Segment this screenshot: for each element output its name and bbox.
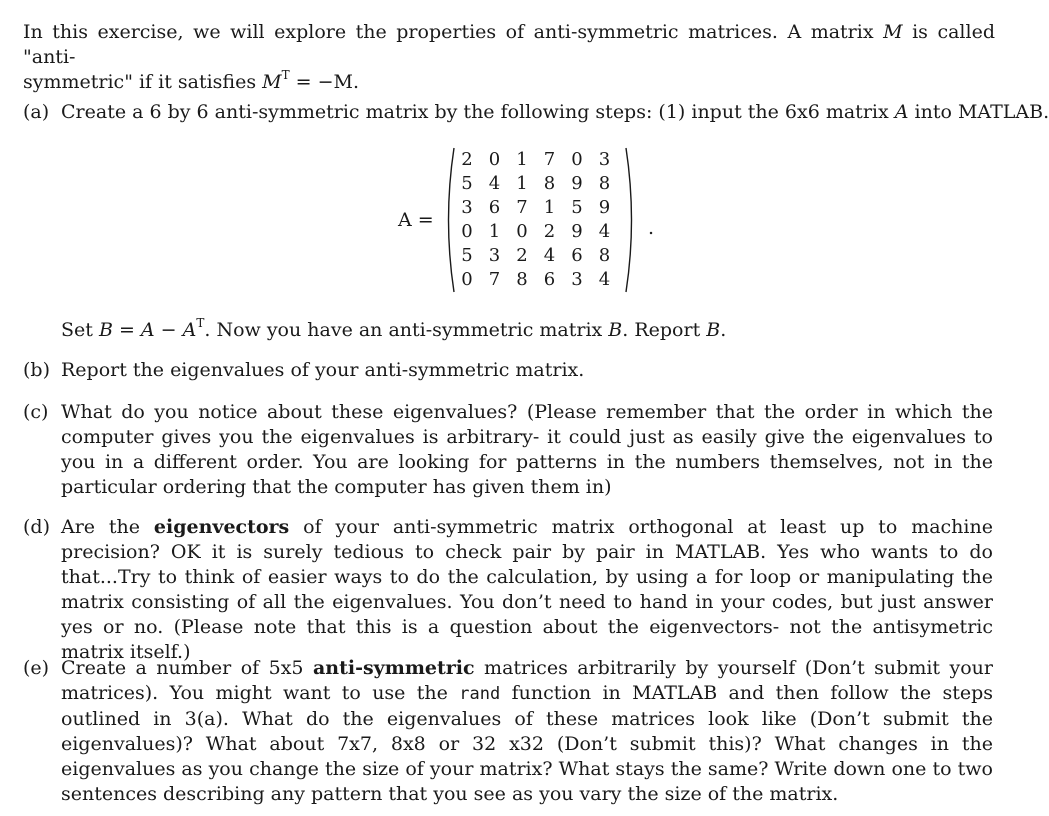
matrix-cell: 6 — [571, 245, 583, 266]
matrix-cell: 8 — [598, 173, 611, 194]
part-b-text: Report the eigenvalues of your anti-symmetric matrix. — [61, 359, 585, 381]
matrix-cell: 8 — [598, 245, 611, 266]
matrix-cell: 1 — [488, 221, 501, 242]
matrix-cell: 3 — [461, 197, 473, 218]
matrix-cell: 4 — [598, 221, 611, 242]
matrix-cell: 5 — [571, 197, 583, 218]
matrix-cell: 0 — [516, 221, 528, 242]
part-c — [23, 400, 995, 500]
matrix-cell: 0 — [488, 149, 501, 170]
matrix-cell: 6 — [488, 197, 501, 218]
matrix-cell: 9 — [598, 197, 611, 218]
intro-line-1: In this exercise, we will explore the properties of anti-symmetric matrices. A matrix M is called "anti- — [23, 21, 995, 68]
part-e — [23, 656, 995, 806]
part-a-text: Create a 6 by 6 anti-symmetric matrix by the following steps: (1) input the 6x6 matrix A into MATLAB. — [61, 101, 1049, 123]
matrix-cell: 2 — [461, 149, 473, 170]
matrix-cell: 2 — [543, 221, 556, 242]
matrix-cell: 9 — [571, 221, 583, 242]
matrix-cell: 4 — [598, 269, 611, 290]
right-paren-icon — [624, 147, 638, 293]
part-a — [23, 100, 1049, 125]
matrix-cell: 5 — [461, 245, 473, 266]
part-a-label: (a) — [23, 101, 50, 123]
matrix-cell: 3 — [598, 149, 611, 170]
part-b-label: (b) — [23, 359, 50, 381]
part-b — [23, 358, 995, 383]
matrix-cell: 0 — [461, 221, 473, 242]
left-paren-icon — [442, 147, 456, 293]
matrix-cell: 4 — [543, 245, 556, 266]
part-c-text: What do you notice about these eigenvalues? (Please remember that the order in which the computer gives you the eigenvalues is arbitrary- it could just as easily give the eigenvalues to you in a different order. You are looking for patterns in the numbers themselves, not in the particular ordering that the computer has given them in) — [61, 401, 993, 498]
part-e-text: Create a number of 5x5 anti-symmetric matrices arbitrarily by yourself (Don’t submit your matrices). You might want to use the rand function in MATLAB and then follow the steps outlined in 3(a). What do the eigenvalues of these matrices look like (Don’t submit the eigenvalues)? What about 7x7, 8x8 or 32 x32 (Don’t submit this)? What changes in the eigenvalues as you change the size of your matrix? What stays the same? Write down one to two sentences describing any pattern that you see as you vary the size of the matrix. — [61, 657, 994, 805]
matrix-cell: 1 — [516, 149, 528, 170]
matrix-cell: 3 — [488, 245, 501, 266]
matrix-cell: 7 — [488, 269, 501, 290]
matrix-cell: 5 — [461, 173, 473, 194]
matrix-cell: 9 — [571, 173, 583, 194]
matrix-cell: 6 — [543, 269, 556, 290]
matrix-cell: 0 — [571, 149, 583, 170]
matrix-cell: 4 — [488, 173, 501, 194]
matrix-cell: 8 — [543, 173, 556, 194]
matrix-cell: 7 — [516, 197, 528, 218]
matrix-cell: 3 — [571, 269, 583, 290]
part-c-label: (c) — [23, 401, 49, 423]
matrix-a-label: A = — [398, 209, 434, 231]
part-d-label: (d) — [23, 516, 50, 538]
matrix-cell: 1 — [516, 173, 528, 194]
matrix-cell: 8 — [516, 269, 528, 290]
matrix-cell: 2 — [516, 245, 528, 266]
part-e-label: (e) — [23, 657, 50, 679]
matrix-period: . — [648, 217, 655, 239]
matrix-cell: 0 — [461, 269, 473, 290]
intro-line-2: symmetric" if it satisfies $M^T = -M$. — [23, 67, 360, 93]
set-b-line: Set $B = A - A^T$. Now you have an anti-symmetric matrix B. Report B. — [61, 315, 727, 341]
matrix-cell: 7 — [543, 149, 556, 170]
intro-paragraph — [23, 20, 995, 95]
part-d-text: Are the eigenvectors of your anti-symmetric matrix orthogonal at least up to machine precision? OK it is surely tedious to check pair by pair in MATLAB. Yes who wants to do that...Try to think of easier ways to do the calculation, by using a for loop or manipulating the matrix consisting of all the eigenvalues. You don’t need to hand in your codes, but just answer yes or no. (Please note that this is a question about the eigenvectors- not the antisymetric matrix itself.) — [61, 516, 993, 663]
part-d — [23, 515, 995, 663]
matrix-cell: 1 — [543, 197, 556, 218]
